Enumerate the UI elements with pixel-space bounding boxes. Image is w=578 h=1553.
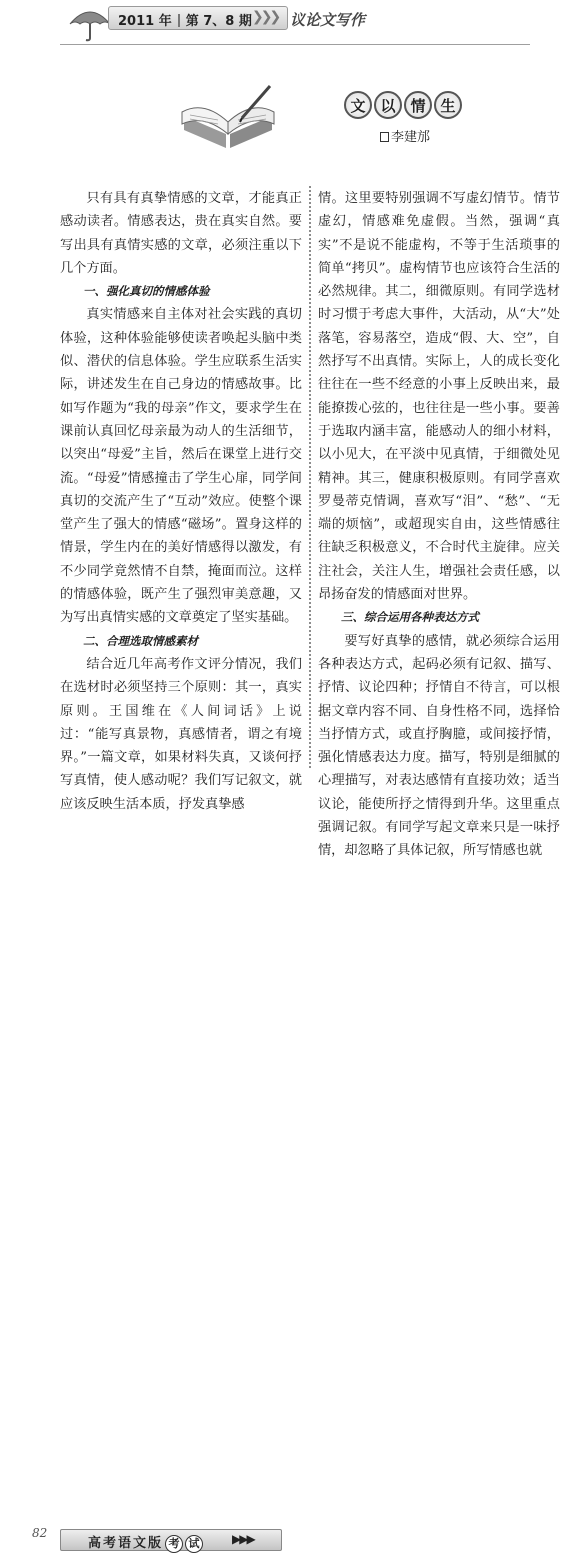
paragraph: 只有具有真挚情感的文章，才能真正感动读者。情感表达，贵在真实自然。要写出具有真情实感的文章，必须注重以下几个方面。 xyxy=(60,191,302,276)
paragraph: 结合近几年高考作文评分情况，我们在选材时必须坚持三个原则：其一，真实原则。王国维在《人间词话》上说过：“能写真景物，真感情者，谓之有境界。”一篇文章，如果材料失真，又谈何抒写真情，使人感动呢？我们写记叙文，就应该反映生活本质，抒发真挚感 xyxy=(60,656,302,812)
chevrons-icon: ❯❯❯ xyxy=(252,9,279,25)
title-char: 情 xyxy=(404,91,432,119)
open-book-illustration xyxy=(178,82,278,152)
page-header xyxy=(0,0,578,60)
header-rule xyxy=(60,44,530,45)
issue-number: 第 7、8 期 xyxy=(185,14,252,29)
column-divider xyxy=(309,186,311,768)
page-footer xyxy=(0,760,578,1551)
author-box-icon xyxy=(380,132,389,142)
paragraph: 真实情感来自主体对社会实践的真切体验，这种体验能够使读者唤起头脑中类似、潜伏的信息体验。学生应联系生活实际，讲述发生在自己身边的情感故事。比如写作题为“我的母亲”作文，要求学生在课前认真回忆母亲最为动人的生活细节，以突出“母爱”主旨，然后在课堂上进行交流。“母爱”情感撞击了学生心扉，同学间真切的交流产生了“互动”效应。使整个课堂产生了强大的情感“磁场”。置身这样的情景，学生内在的美好情感得以激发，有不少同学竟然情不自禁，掩面而泣。这样的情感体验，既产生了强烈审美意趣，又为写出真情实感的文章奠定了坚实基础。 xyxy=(60,307,302,626)
paragraph-continued: 情。这里要特别强调不写虚幻情节。情节虚幻，情感难免虚假。当然，强调“真实”不是说不能虚构，不等于生活琐事的简单“拷贝”。虚构情节也应该符合生活的必然规律。其二，细微原则。有同学选材时习惯于考虑大事件，大活动，从“大”处落笔，容易落空，造成“假、大、空”，自然抒写不出真情。实际上，人的成长变化往往在一些不经意的小事上反映出来，最能撩拨心弦的，也往往是一些小事。要善于选取内涵丰富，能感动人的细小材料，以小见大，在平淡中见真情，于细微处见精神。其三，健康积极原则。有同学喜欢罗曼蒂克情调，喜欢写“泪”、“愁”、“无端的烦恼”，或超现实自由，这些情感往往缺乏积极意义，不合时代主旋律。应关注社会，关注人生，增强社会责任感，以昂扬奋发的情感面对世界。 xyxy=(318,191,560,603)
article-title xyxy=(344,91,462,119)
title-char: 以 xyxy=(374,91,402,119)
page-number: 82 xyxy=(32,1526,48,1540)
umbrella-icon xyxy=(68,6,112,42)
column-name: 议论文写作 xyxy=(290,11,366,29)
author-name: 李建邡 xyxy=(391,130,431,145)
section-heading: 一、强化真切的情感体验 xyxy=(83,284,210,299)
left-column xyxy=(60,187,302,816)
section-heading: 三、综合运用各种表达方式 xyxy=(341,610,479,625)
paragraph: 要写好真挚的感情，就必须综合运用各种表达方式，起码必须有记叙、描写、抒情、议论四种；抒情自不待言，可以根据文章内容不同、自身性格不同，选择恰当抒情方式，或直抒胸臆，或间接抒情，强化情感表达力度。描写，特别是细腻的心理描写，对表达感情有直接功效；适当议论，能使所抒之情得到升华。这里重点强调记叙。有同学写起文章来只是一味抒情，却忽略了具体记叙，所写情感也就 xyxy=(318,633,560,859)
circled-char: 试 xyxy=(185,1535,203,1553)
issue-year: 2011 年 xyxy=(118,14,172,29)
circled-char: 考 xyxy=(165,1535,183,1553)
magazine-name xyxy=(88,1532,203,1553)
arrows-icon: ▶▶▶ xyxy=(232,1532,254,1546)
magazine-title: 高考语文版 xyxy=(88,1536,164,1551)
author-byline xyxy=(380,126,430,145)
issue-separator xyxy=(178,14,180,27)
title-char: 生 xyxy=(434,91,462,119)
issue-info xyxy=(118,10,252,29)
section-heading: 二、合理选取情感素材 xyxy=(83,633,198,648)
title-char: 文 xyxy=(344,91,372,119)
